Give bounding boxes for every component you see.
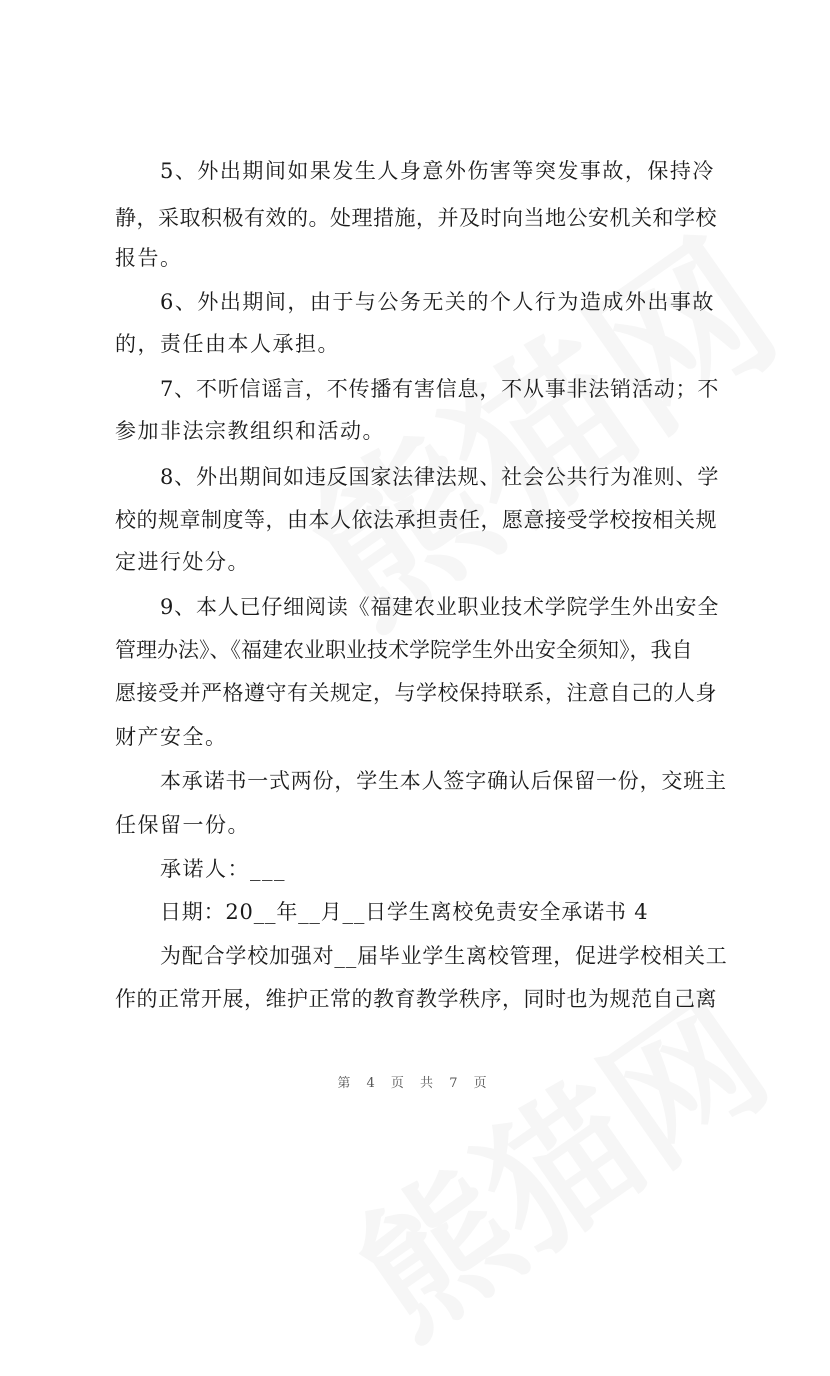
closing-paragraph-line-1: 为配合学校加强对__届毕业学生离校管理，促进学校相关工: [160, 944, 728, 968]
paragraph-6-line-2: 的，责任由本人承担。: [115, 332, 340, 356]
paragraph-8-line-1: 8、外出期间如违反国家法律法规、社会公共行为准则、学: [160, 465, 720, 489]
paragraph-9-line-2: 管理办法》、《福建农业职业技术学院学生外出安全须知》，我自: [115, 638, 693, 662]
paragraph-7-line-1: 7、不听信谣言，不传播有害信息，不从事非法销活动；不: [160, 377, 720, 401]
paragraph-5-line-3: 报告。: [115, 246, 183, 270]
paragraph-8-line-2: 校的规章制度等，由本人依法承担责任，愿意接受学校按相关规: [115, 508, 717, 532]
paragraph-9-line-3: 愿接受并严格遵守有关规定，与学校保持联系，注意自己的人身: [115, 681, 717, 705]
paragraph-8-line-3: 定进行处分。: [115, 550, 250, 574]
paragraph-6-line-1: 6、外出期间，由于与公务无关的个人行为造成外出事故: [160, 290, 715, 314]
paragraph-9-line-4: 财产安全。: [115, 725, 228, 749]
signer-line: 承诺人：___: [160, 857, 286, 881]
paragraph-9-line-1: 9、本人已仔细阅读《福建农业职业技术学院学生外出安全: [160, 595, 720, 619]
date-and-title-line: 日期：20__年__月__日学生离校免责安全承诺书 4: [160, 900, 649, 924]
page-number-footer: 第 4 页 共 7 页: [337, 1076, 493, 1091]
copies-statement-line-2: 任保留一份。: [115, 813, 250, 837]
paragraph-5-line-2: 静，采取积极有效的。处理措施，并及时向当地公安机关和学校: [115, 206, 717, 230]
closing-paragraph-line-2: 作的正常开展，维护正常的教育教学秩序，同时也为规范自己离: [115, 987, 717, 1011]
paragraph-5-line-1: 5、外出期间如果发生人身意外伤害等突发事故，保持冷: [160, 159, 715, 183]
copies-statement-line-1: 本承诺书一式两份，学生本人签字确认后保留一份，交班主: [160, 769, 727, 793]
paragraph-7-line-2: 参加非法宗教组织和活动。: [115, 419, 385, 443]
